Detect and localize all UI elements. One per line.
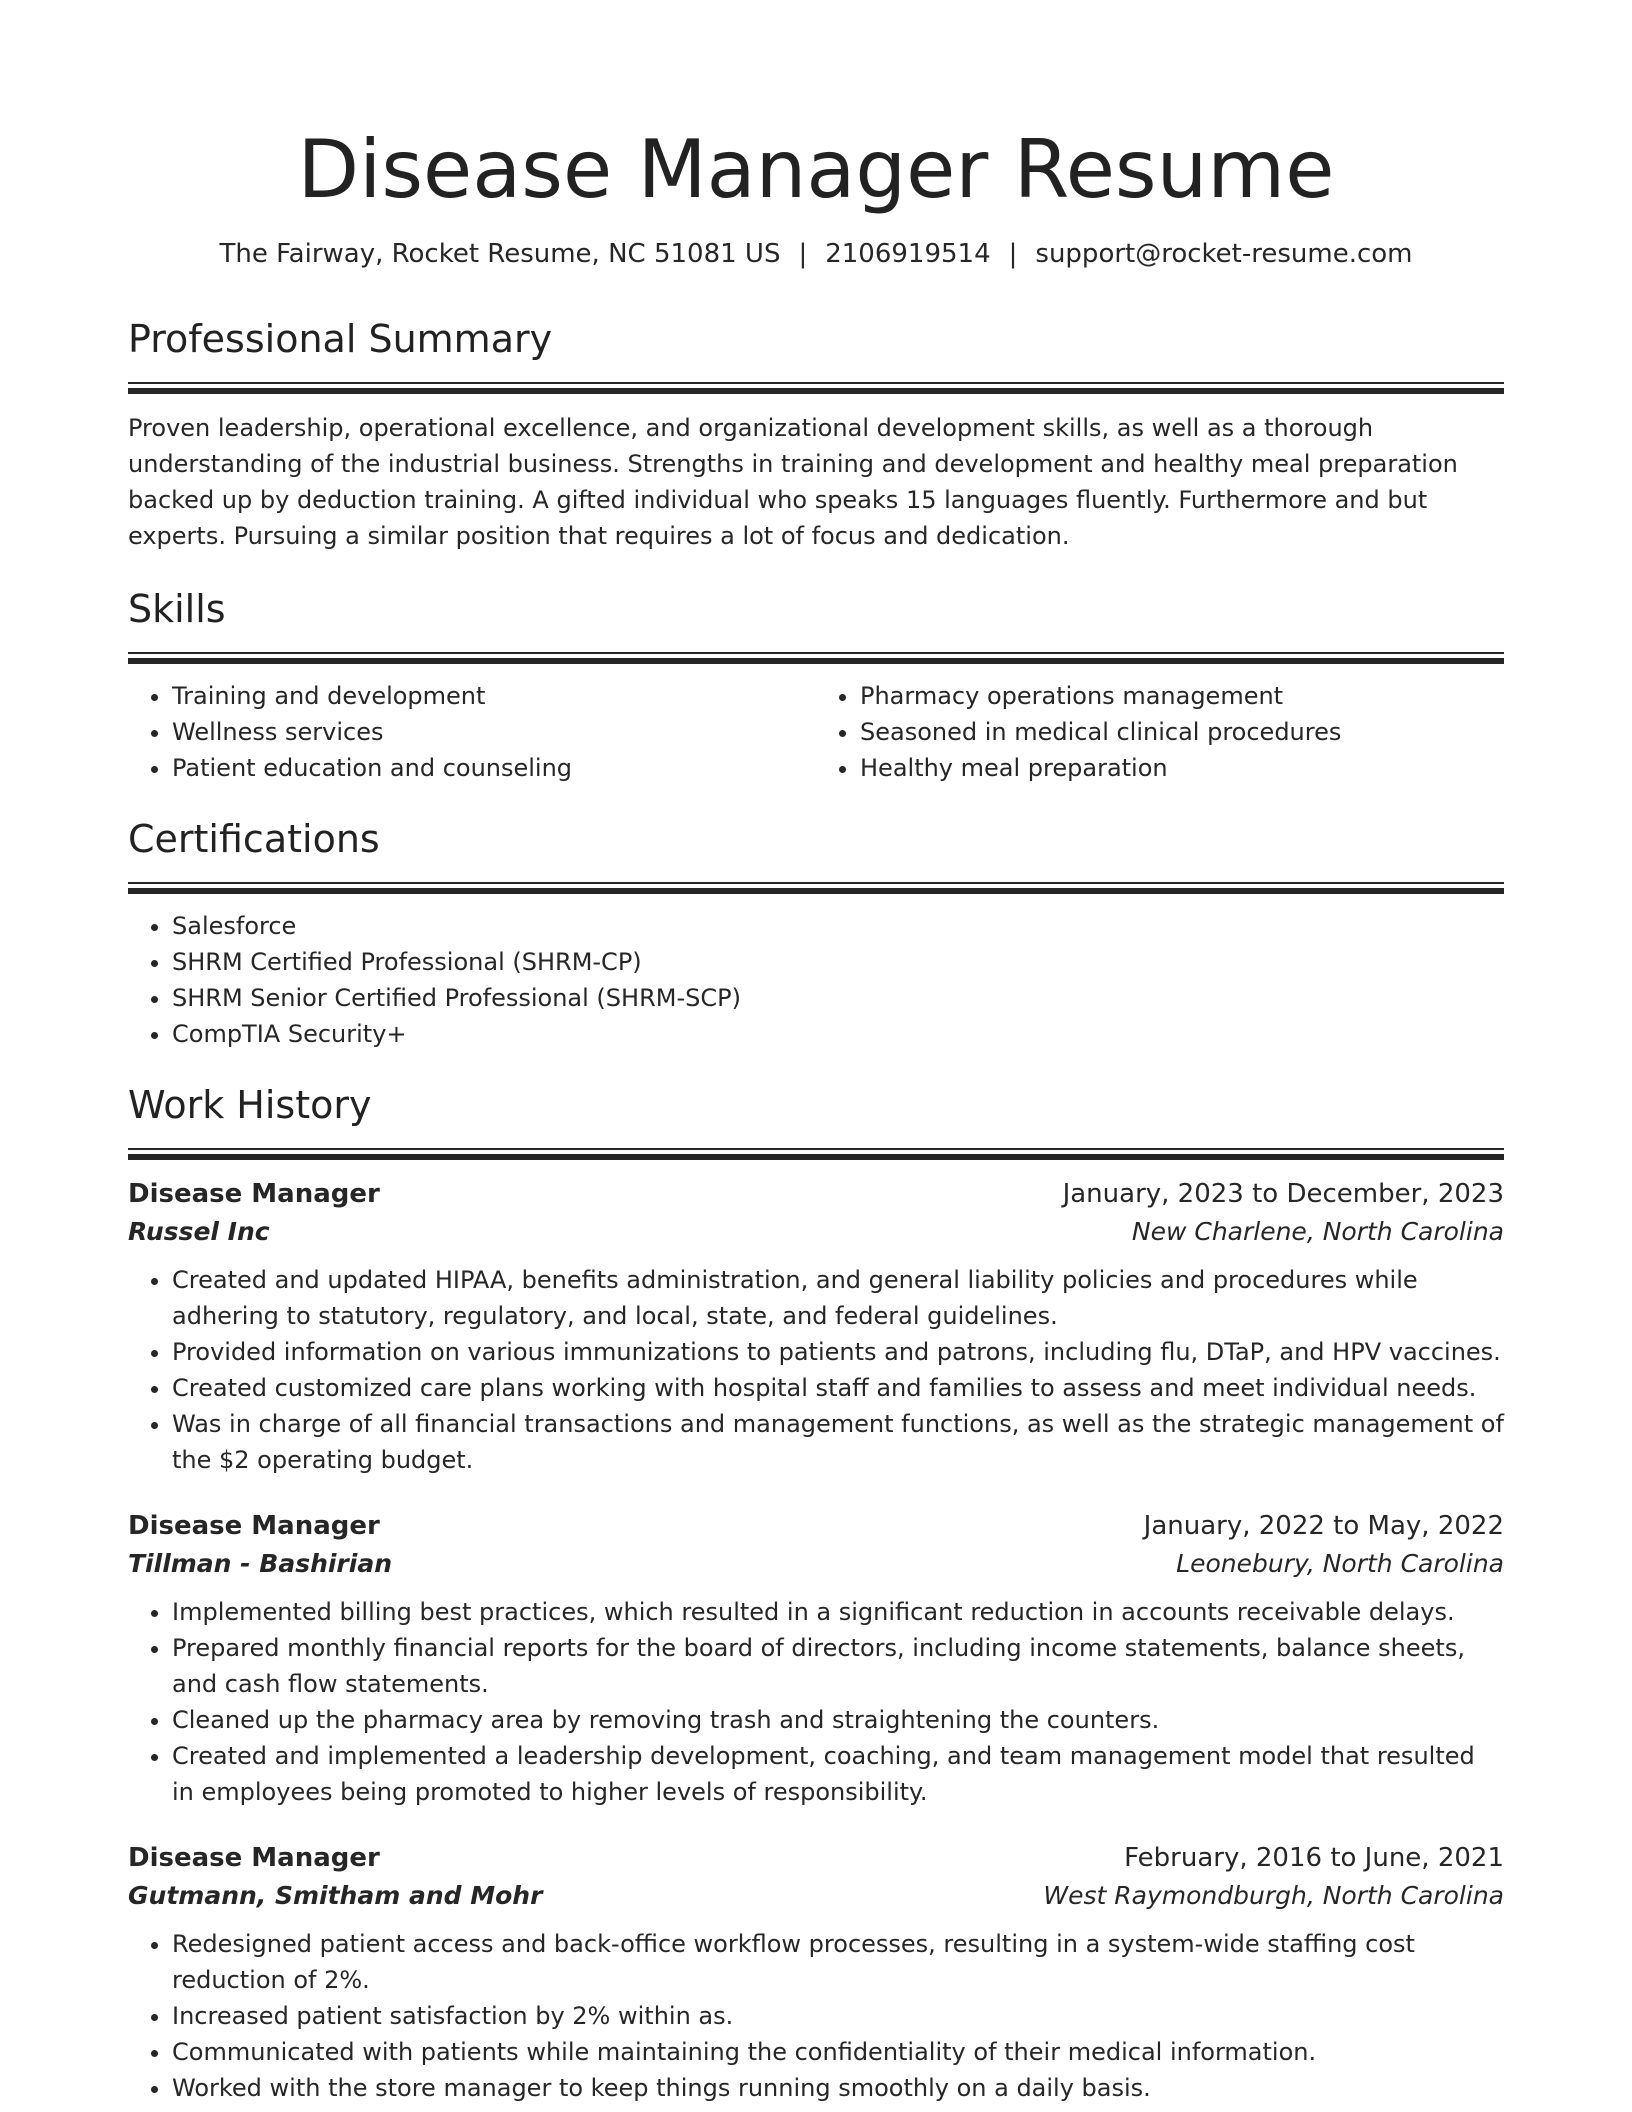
section-divider [128, 382, 1504, 394]
job-bullet: • Communicated with patients while maintaining the confidentiality of their medical information. [172, 2034, 1504, 2070]
job-company-row [128, 1544, 1504, 1584]
job-bullets [128, 1926, 1504, 2106]
certifications-list [128, 908, 1504, 1052]
skills-heading: Skills [128, 587, 226, 631]
section-divider [128, 652, 1504, 664]
skill-item: • Seasoned in medical clinical procedures [860, 714, 1504, 750]
contact-line [128, 236, 1504, 272]
certification-item: • SHRM Certified Professional (SHRM-CP) [172, 944, 1504, 980]
skill-item: • Pharmacy operations management [860, 678, 1504, 714]
job-entry [128, 1176, 1504, 1478]
job-entry [128, 1840, 1504, 2106]
job-company: Gutmann, Smitham and Mohr [128, 1881, 543, 1910]
job-dates: February, 2016 to June, 2021 [1124, 1843, 1504, 1873]
skill-item: • Healthy meal preparation [860, 750, 1504, 786]
job-bullet: • Was in charge of all financial transactions and management functions, as well as the strategic management of the $2 operating budget. [172, 1406, 1504, 1478]
skill-item: • Wellness services [172, 714, 816, 750]
contact-separator: | [798, 239, 808, 269]
job-bullet: • Provided information on various immunizations to patients and patrons, including flu, DTaP, and HPV vaccines. [172, 1334, 1504, 1370]
job-location: West Raymondburgh, North Carolina [1043, 1881, 1504, 1910]
job-bullet: • Worked with the store manager to keep things running smoothly on a daily basis. [172, 2070, 1504, 2106]
job-bullets [128, 1594, 1504, 1810]
page-title: Disease Manager Resume [297, 123, 1335, 216]
job-entry [128, 1508, 1504, 1810]
job-header-row [128, 1840, 1504, 1876]
skill-item: • Training and development [172, 678, 816, 714]
skills-grid [128, 678, 1504, 786]
contact-phone: 2106919514 [825, 239, 991, 269]
job-header-row [128, 1176, 1504, 1212]
work-history-section [128, 1080, 1504, 2106]
summary-section [128, 314, 1504, 554]
skills-section [128, 584, 1504, 786]
job-bullet: • Cleaned up the pharmacy area by removing trash and straightening the counters. [172, 1702, 1504, 1738]
job-location: Leonebury, North Carolina [1176, 1549, 1504, 1578]
job-title: Disease Manager [128, 1179, 380, 1209]
contact-email: support@rocket-resume.com [1035, 239, 1413, 269]
contact-separator: | [1008, 239, 1018, 269]
section-divider [128, 882, 1504, 894]
job-bullet: • Created customized care plans working with hospital staff and families to assess and meet individual needs. [172, 1370, 1504, 1406]
summary-text: Proven leadership, operational excellence, and organizational development skills, as well as a thorough understanding of the industrial business. Strengths in training and development and healthy meal preparation backed up by deduction training. A gifted individual who speaks 15 languages fluently. Furthermore and but experts. Pursuing a similar position that requires a lot of focus and dedication. [128, 414, 1458, 550]
job-bullet: • Created and implemented a leadership development, coaching, and team management model that resulted in employees being promoted to higher levels of responsibility. [172, 1738, 1504, 1810]
certifications-heading: Certifications [128, 817, 380, 861]
contact-address: The Fairway, Rocket Resume, NC 51081 US [219, 239, 781, 269]
certification-item: • CompTIA Security+ [172, 1016, 1504, 1052]
skills-list-right [816, 678, 1504, 786]
section-divider [128, 1148, 1504, 1160]
work-history-heading: Work History [128, 1083, 372, 1127]
job-title: Disease Manager [128, 1511, 380, 1541]
skill-item: • Patient education and counseling [172, 750, 816, 786]
job-header-row [128, 1508, 1504, 1544]
job-title: Disease Manager [128, 1843, 380, 1873]
resume-page [128, 0, 1504, 2106]
job-bullet: • Prepared monthly financial reports for the board of directors, including income statements, balance sheets, and cash flow statements. [172, 1630, 1504, 1702]
job-company: Russel Inc [128, 1217, 270, 1246]
certifications-section [128, 814, 1504, 1052]
job-bullet: • Redesigned patient access and back-office workflow processes, resulting in a system-wide staffing cost reduction of 2%. [172, 1926, 1504, 1998]
job-company-row [128, 1212, 1504, 1252]
job-company-row [128, 1876, 1504, 1916]
certification-item: • SHRM Senior Certified Professional (SHRM-SCP) [172, 980, 1504, 1016]
job-dates: January, 2023 to December, 2023 [1062, 1179, 1504, 1209]
job-bullets [128, 1262, 1504, 1478]
job-bullet: • Implemented billing best practices, which resulted in a significant reduction in accounts receivable delays. [172, 1594, 1504, 1630]
job-bullet: • Created and updated HIPAA, benefits administration, and general liability policies and procedures while adhering to statutory, regulatory, and local, state, and federal guidelines. [172, 1262, 1504, 1334]
certification-item: • Salesforce [172, 908, 1504, 944]
job-dates: January, 2022 to May, 2022 [1143, 1511, 1504, 1541]
job-company: Tillman - Bashirian [128, 1549, 393, 1578]
skills-list-left [128, 678, 816, 786]
job-bullet: • Increased patient satisfaction by 2% within as. [172, 1998, 1504, 2034]
summary-heading: Professional Summary [128, 317, 553, 361]
job-location: New Charlene, North Carolina [1131, 1217, 1504, 1246]
